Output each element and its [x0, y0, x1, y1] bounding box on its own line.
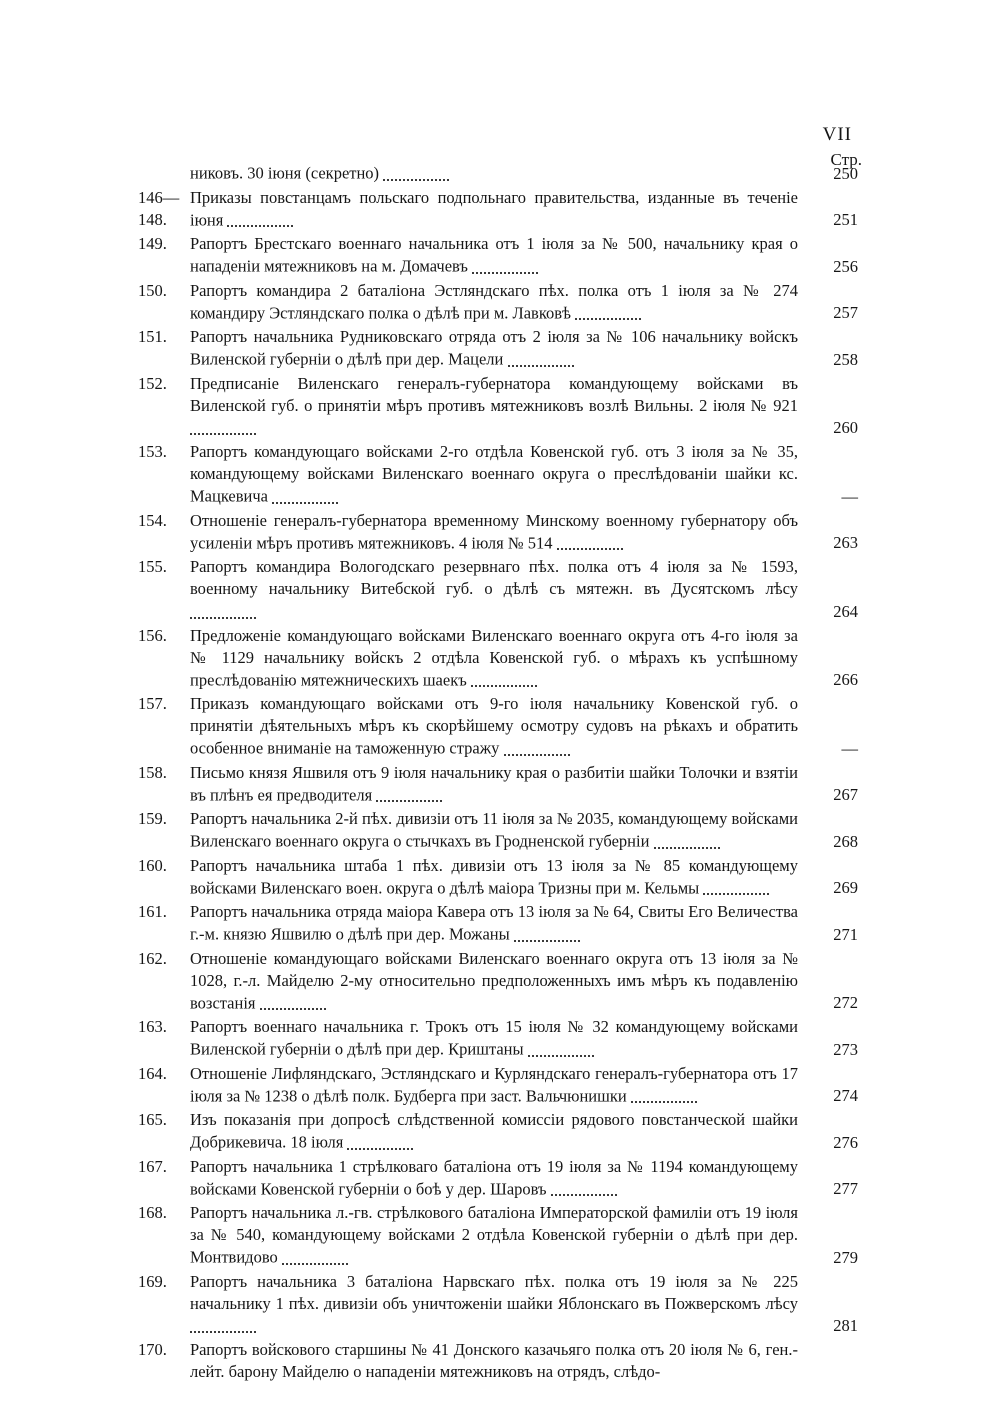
entry-title-text: Отношеніе генералъ-губернатора временному Минскому военному губернатору объ усиленіи мѣръ противъ мятежниковъ. 4 іюля № 514: [190, 510, 798, 552]
entry-number: 161.: [138, 902, 167, 921]
dot-leader: [260, 992, 326, 1011]
entry-title-text: Рапортъ начальника отряда маіора Кавера отъ 13 іюля за № 64, Свиты Его Величества г.-м. князю Яшвилю о дѣлѣ при дер. Можаны: [190, 902, 798, 944]
dot-leader: [190, 600, 256, 619]
entry-title: [190, 808, 798, 853]
entry-title: [190, 901, 798, 946]
entry-title: [190, 280, 798, 325]
entry-page-number: 250: [833, 163, 858, 183]
entry-title: [190, 326, 798, 371]
entry-title-text: Рапортъ командира 2 баталіона Эстляндскаго пѣх. полка отъ 1 іюля за № 274 командиру Эстляндскаго полка о дѣлѣ при м. Лавковѣ: [190, 280, 798, 322]
entry-number: 168.: [138, 1203, 167, 1222]
entry-number: 146—148.: [138, 187, 180, 229]
page-numeral: VII: [822, 124, 852, 145]
toc-entry: [138, 1063, 858, 1108]
toc-entry: [138, 510, 858, 555]
toc-entry: [138, 373, 858, 440]
entry-title-text: Рапортъ начальника штаба 1 пѣх. дивизіи отъ 13 іюля за № 85 командующему войсками Виленскаго воен. округа о дѣлѣ маіора Тризны при м. Кельмы: [190, 855, 798, 897]
dot-leader: [282, 1246, 348, 1265]
toc-entry: [138, 625, 858, 692]
toc-entry: [138, 1339, 858, 1383]
toc-entry: [138, 162, 858, 185]
entry-number: 157.: [138, 694, 167, 713]
toc-entry: [138, 187, 858, 232]
entry-number: 162.: [138, 948, 167, 968]
entry-title-text: Отношеніе Лифляндскаго, Эстляндскаго и Курляндскаго генералъ-губернатора отъ 17 іюля за № 1238 о дѣлѣ полк. Будберга при заст. Вальчюнишки: [190, 1063, 798, 1105]
dot-leader: [376, 784, 442, 803]
entry-page-number: 264: [833, 601, 858, 621]
entry-number: 155.: [138, 557, 167, 576]
dot-leader: [504, 737, 570, 756]
entry-page-number: 279: [833, 1247, 858, 1267]
toc-entry: [138, 1109, 858, 1154]
entry-title: [190, 373, 798, 440]
entry-page-number: 266: [833, 670, 858, 689]
entry-page-number: 263: [833, 533, 858, 552]
entry-number: 152.: [138, 373, 167, 393]
entry-number: 156.: [138, 625, 167, 645]
entry-number: 167.: [138, 1156, 167, 1176]
entry-title: [190, 1063, 798, 1108]
entry-title-text: никовъ. 30 іюня (секретно): [190, 163, 380, 183]
dot-leader: [508, 348, 574, 367]
toc-entry: [138, 556, 858, 623]
dot-leader: [631, 1085, 697, 1104]
entry-number: 163.: [138, 1017, 167, 1036]
entry-page-number: —: [841, 486, 858, 506]
entry-page-number: 273: [833, 1039, 858, 1059]
toc-entry: [138, 1202, 858, 1269]
entry-number: 158.: [138, 762, 167, 782]
entry-title-text: Рапортъ командира Вологодскаго резервнаго пѣх. полка отъ 4 іюля за № 1593, военному начальнику Витебской губ. о дѣлѣ съ мятежн. въ Дусятскомъ лѣсу: [190, 557, 798, 598]
entry-page-number: 274: [833, 1086, 858, 1105]
entry-title: [190, 1271, 798, 1338]
dot-leader: [190, 417, 256, 436]
entry-number: 170.: [138, 1340, 167, 1359]
entry-title: [190, 693, 798, 760]
entry-number: 150.: [138, 280, 167, 300]
entry-page-number: 268: [833, 831, 858, 851]
toc-entry: [138, 326, 858, 371]
entry-title: [190, 1109, 798, 1154]
dot-leader: [383, 162, 449, 181]
entry-page-number: 257: [833, 303, 858, 322]
entry-number: 160.: [138, 855, 167, 875]
entry-page-number: 251: [833, 210, 858, 229]
table-of-contents: [138, 162, 858, 1385]
toc-entry: [138, 901, 858, 946]
entry-page-number: 269: [833, 878, 858, 897]
dot-leader: [557, 532, 623, 551]
entry-title-text: Предписаніе Виленскаго генералъ-губернатора командующему войсками въ Виленской губ. о принятіи мѣръ противъ мятежниковъ возлѣ Вильны. 2 іюля № 921: [190, 373, 798, 415]
toc-entry: [138, 948, 858, 1015]
entry-title-text: Изъ показанія при допросѣ слѣдственной комиссіи рядового повстанческой шайки Добрикевича. 18 іюля: [190, 1110, 798, 1152]
entry-title: [190, 162, 798, 185]
entry-title: [190, 1016, 798, 1061]
entry-title-text: Рапортъ командующаго войсками 2-го отдѣла Ковенской губ. отъ 3 іюля за № 35, командующему войсками Виленскаго военнаго округа о преслѣдованіи шайки кс. Мацкевича: [190, 442, 798, 506]
dot-leader: [190, 1315, 256, 1334]
toc-entry: [138, 693, 858, 760]
dot-leader: [272, 485, 338, 504]
entry-title: [190, 233, 798, 278]
entry-page-number: 256: [833, 256, 858, 276]
entry-number: 165.: [138, 1110, 167, 1129]
entry-page-number: 258: [833, 349, 858, 369]
entry-title: [190, 1156, 798, 1201]
entry-number: 164.: [138, 1063, 167, 1083]
toc-entry: [138, 1271, 858, 1338]
page-column-label: Стр.: [830, 150, 862, 169]
toc-entry: [138, 233, 858, 278]
entry-number: 159.: [138, 809, 167, 828]
entry-page-number: 277: [833, 1179, 858, 1198]
entry-title: [190, 762, 798, 807]
entry-page-number: 272: [833, 993, 858, 1012]
entry-title-text: Рапортъ военнаго начальника г. Трокъ отъ 15 іюля № 32 командующему войсками Виленской губерніи о дѣлѣ при дер. Криштаны: [190, 1017, 798, 1059]
entry-page-number: —: [841, 738, 858, 758]
entry-title: [190, 855, 798, 900]
entry-title-text: Рапортъ начальника Рудниковскаго отряда отъ 2 іюля за № 106 начальнику войскъ Виленской губерніи о дѣлѣ при дер. Мацели: [190, 327, 798, 369]
entry-page-number: 271: [833, 924, 858, 944]
entry-title: [190, 1202, 798, 1269]
toc-entry: [138, 441, 858, 508]
entry-number: 169.: [138, 1271, 167, 1291]
entry-title-text: Рапортъ начальника л.-гв. стрѣлкового баталіона Императорской фамиліи отъ 19 іюля за № 540, командующему войсками 2 отдѣла Ковенской губерніи о дѣлѣ при дер. Монтвидово: [190, 1203, 798, 1267]
entry-title: [190, 556, 798, 623]
entry-title-text: Рапортъ войскового старшины № 41 Донского казачьяго полка отъ 20 іюля № 6, ген.-лейт. барону Майделю о нападеніи мятежниковъ на отрядъ, слѣдо-: [190, 1340, 798, 1381]
entry-number: 149.: [138, 234, 167, 253]
dot-leader: [575, 302, 641, 321]
entry-number: 154.: [138, 510, 167, 530]
dot-leader: [227, 209, 293, 228]
entry-page-number: 281: [833, 1316, 858, 1335]
entry-title-text: Рапортъ начальника 2-й пѣх. дивизіи отъ 11 іюля за № 2035, командующему войсками Виленскаго военнаго округа о стычкахъ въ Гродненской губерніи: [190, 809, 798, 851]
toc-entry: [138, 808, 858, 853]
dot-leader: [472, 255, 538, 274]
entry-title-text: Рапортъ Брестскаго военнаго начальника отъ 1 іюля за № 500, начальнику края о нападеніи мятежниковъ на м. Домачевъ: [190, 234, 798, 276]
entry-title: [190, 625, 798, 692]
entry-number: 151.: [138, 327, 167, 346]
entry-number: 153.: [138, 442, 167, 461]
toc-entry: [138, 762, 858, 807]
entry-title: [190, 1339, 798, 1383]
entry-page-number: 267: [833, 785, 858, 804]
dot-leader: [551, 1178, 617, 1197]
entry-title: [190, 948, 798, 1015]
dot-leader: [703, 877, 769, 896]
entry-page-number: 276: [833, 1132, 858, 1152]
entry-title-text: Приказъ командующаго войсками отъ 9-го іюля начальнику Ковенской губ. о принятіи дѣятельныхъ мѣръ къ скорѣйшему осмотру судовъ на рѣкахъ и обратить особенное вниманіе на таможенную стражу: [190, 694, 798, 758]
entry-title-text: Рапортъ начальника 3 баталіона Нарвскаго пѣх. полка отъ 19 іюля за № 225 начальнику 1 пѣх. дивизіи объ уничтоженіи шайки Яблонскаго въ Пожверскомъ лѣсу: [190, 1271, 798, 1313]
entry-title: [190, 441, 798, 508]
toc-entry: [138, 855, 858, 900]
entry-title: [190, 187, 798, 232]
dot-leader: [347, 1131, 413, 1150]
entry-page-number: 260: [833, 418, 858, 437]
toc-entry: [138, 280, 858, 325]
dot-leader: [528, 1038, 594, 1057]
entry-title-text: Письмо князя Яшвиля отъ 9 іюля начальнику края о разбитіи шайки Толочки и взятіи въ плѣнъ ея предводителя: [190, 762, 798, 804]
entry-title-text: Предложеніе командующаго войсками Виленскаго военнаго округа отъ 4-го іюля за № 1129 начальнику войскъ 2 отдѣла Ковенской губ. о мѣрахъ къ успѣшному преслѣдованію мятежническихъ шаекъ: [190, 625, 798, 689]
entry-title: [190, 510, 798, 555]
toc-entry: [138, 1156, 858, 1201]
dot-leader: [514, 923, 580, 942]
entry-title-text: Отношеніе командующаго войсками Виленскаго военнаго округа отъ 13 іюля за № 1028, г.-л. Майделю 2-му относительно предположенныхъ имъ мѣръ къ подавленію возстанія: [190, 948, 798, 1012]
dot-leader: [654, 830, 720, 849]
toc-entry: [138, 1016, 858, 1061]
dot-leader: [471, 669, 537, 688]
entry-title-text: Приказы повстанцамъ польскаго подпольнаго правительства, изданные въ теченіе іюня: [190, 187, 798, 229]
entry-title-text: Рапортъ начальника 1 стрѣлковаго баталіона отъ 19 іюля за № 1194 командующему войсками Ковенской губерніи о боѣ у дер. Шаровъ: [190, 1156, 798, 1198]
